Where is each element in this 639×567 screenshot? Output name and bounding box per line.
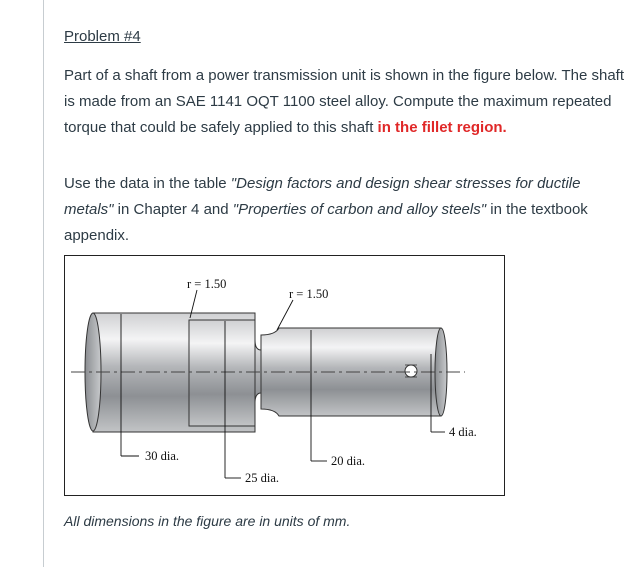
- radius-leader-right: [277, 300, 293, 330]
- dia-25-label: 25 dia.: [245, 471, 280, 485]
- figure-caption: All dimensions in the figure are in units of mm.: [64, 513, 351, 529]
- dia-30-label: 30 dia.: [145, 449, 180, 463]
- shaft-groove-25: [189, 320, 255, 426]
- shaft-figure: [64, 255, 505, 496]
- cross-hole: [405, 365, 417, 377]
- instructions-lead: Use the data in the table: [64, 175, 231, 192]
- appendix-reference: "Properties of carbon and alloy steels": [232, 201, 487, 218]
- problem-title: Problem #4: [64, 28, 141, 45]
- instructions-tail: in the textbook appendix.: [64, 201, 588, 244]
- table-reference: "Design factors and design shear stresses for ductile metals": [64, 175, 581, 218]
- radius-label-left: r = 1.50: [187, 277, 227, 291]
- dia-4-label: 4 dia.: [449, 425, 477, 439]
- fillet-highlight: in the fillet region.: [377, 119, 507, 136]
- dia-20-label: 20 dia.: [331, 454, 366, 468]
- problem-statement-text: Part of a shaft from a power transmission unit is shown in the figure below. The shaft is made from an SAE 1141 OQT 1100 steel alloy. Compute the maximum repeated torque that could be safely applied to this shaft: [64, 67, 625, 136]
- shaft-drawing: [65, 256, 506, 497]
- radius-label-right: r = 1.50: [289, 287, 329, 301]
- instructions-mid: in Chapter 4 and: [113, 201, 233, 218]
- instructions-paragraph: [64, 171, 624, 249]
- problem-statement: [64, 63, 624, 141]
- left-rule: [43, 0, 44, 567]
